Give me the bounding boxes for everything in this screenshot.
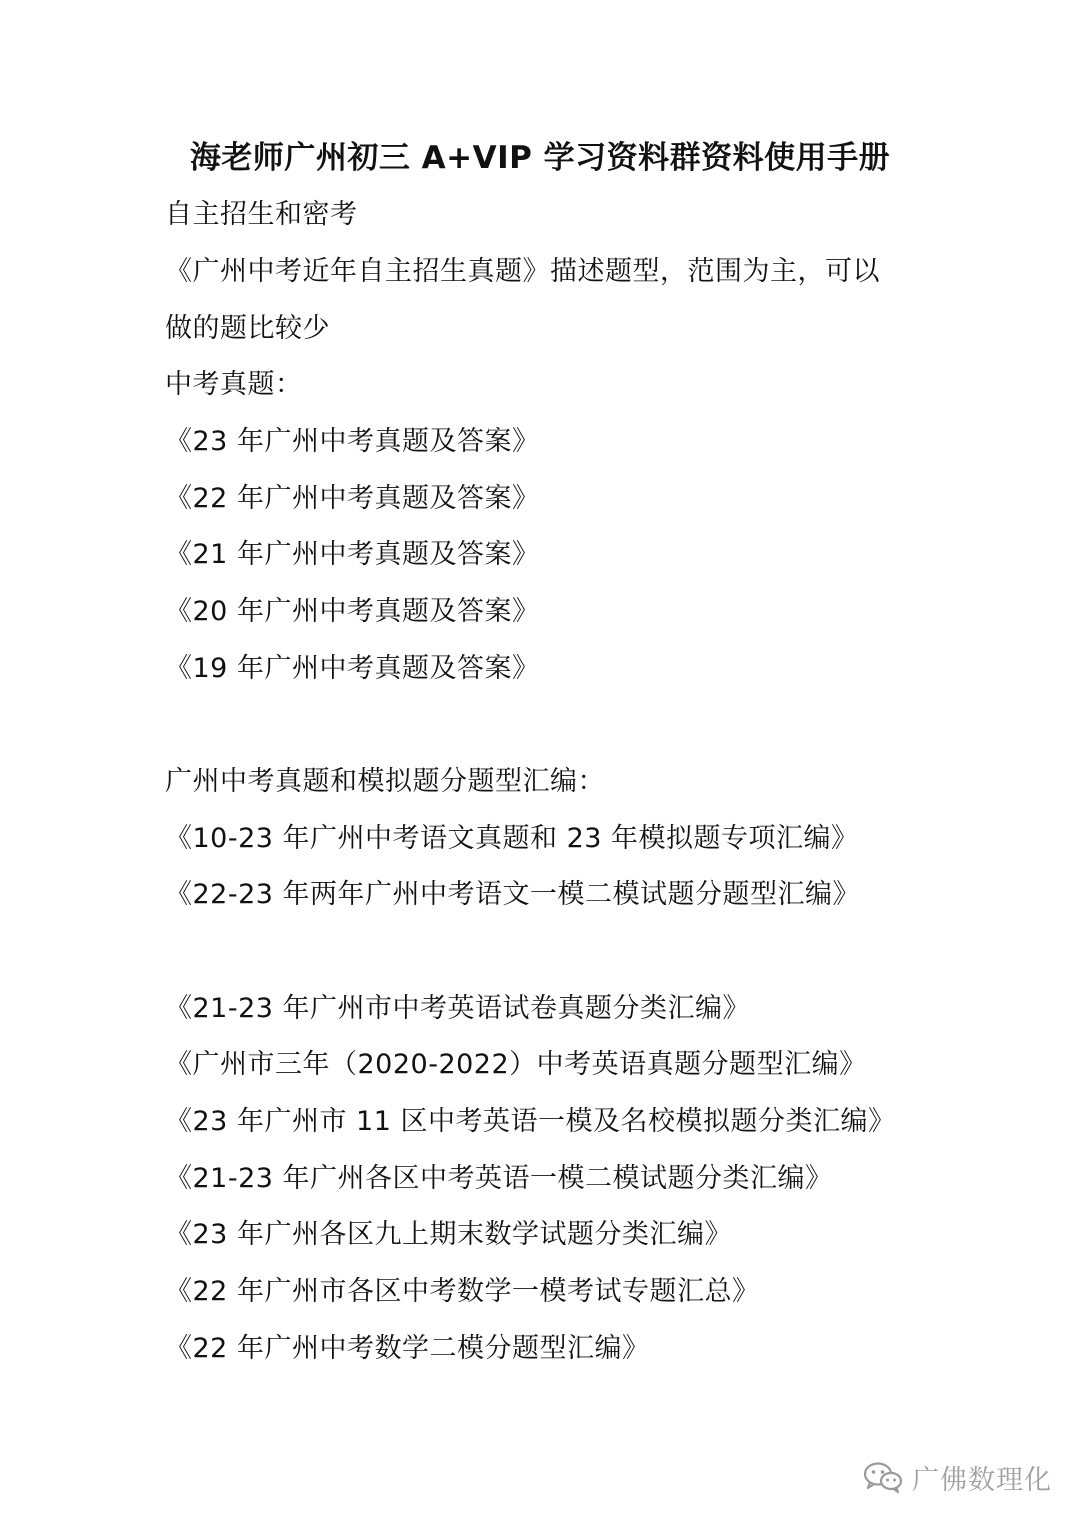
list-item: 《23 年广州各区九上期末数学试题分类汇编》 bbox=[165, 1219, 732, 1250]
text-line: 做的题比较少 bbox=[165, 313, 330, 344]
document-title: 海老师广州初三 A+VIP 学习资料群资料使用手册 bbox=[189, 140, 891, 176]
section-heading-past-exams: 中考真题： bbox=[165, 369, 303, 400]
watermark-text: 广佛数理化 bbox=[912, 1464, 1052, 1496]
list-item: 《21-23 年广州市中考英语试卷真题分类汇编》 bbox=[165, 993, 751, 1024]
wechat-icon bbox=[862, 1460, 904, 1494]
list-item: 《23 年广州市 11 区中考英语一模及名校模拟题分类汇编》 bbox=[165, 1106, 896, 1137]
section-heading-compilations: 广州中考真题和模拟题分题型汇编： bbox=[165, 766, 605, 797]
text-line: 《广州中考近年自主招生真题》描述题型，范围为主，可以 bbox=[165, 256, 880, 287]
list-item: 《22 年广州中考真题及答案》 bbox=[165, 483, 540, 514]
list-item: 《10-23 年广州中考语文真题和 23 年模拟题专项汇编》 bbox=[165, 823, 859, 854]
list-item: 《19 年广州中考真题及答案》 bbox=[165, 653, 540, 684]
watermark bbox=[862, 1455, 1052, 1499]
list-item: 《22 年广州中考数学二模分题型汇编》 bbox=[165, 1333, 650, 1364]
list-item: 《广州市三年（2020-2022）中考英语真题分题型汇编》 bbox=[165, 1049, 867, 1080]
list-item: 《22-23 年两年广州中考语文一模二模试题分题型汇编》 bbox=[165, 879, 861, 910]
section-heading-self-enrollment: 自主招生和密考 bbox=[165, 199, 358, 230]
list-item: 《23 年广州中考真题及答案》 bbox=[165, 426, 540, 457]
list-item: 《22 年广州市各区中考数学一模考试专题汇总》 bbox=[165, 1276, 760, 1307]
list-item: 《21-23 年广州各区中考英语一模二模试题分类汇编》 bbox=[165, 1163, 833, 1194]
list-item: 《20 年广州中考真题及答案》 bbox=[165, 596, 540, 627]
list-item: 《21 年广州中考真题及答案》 bbox=[165, 539, 540, 570]
